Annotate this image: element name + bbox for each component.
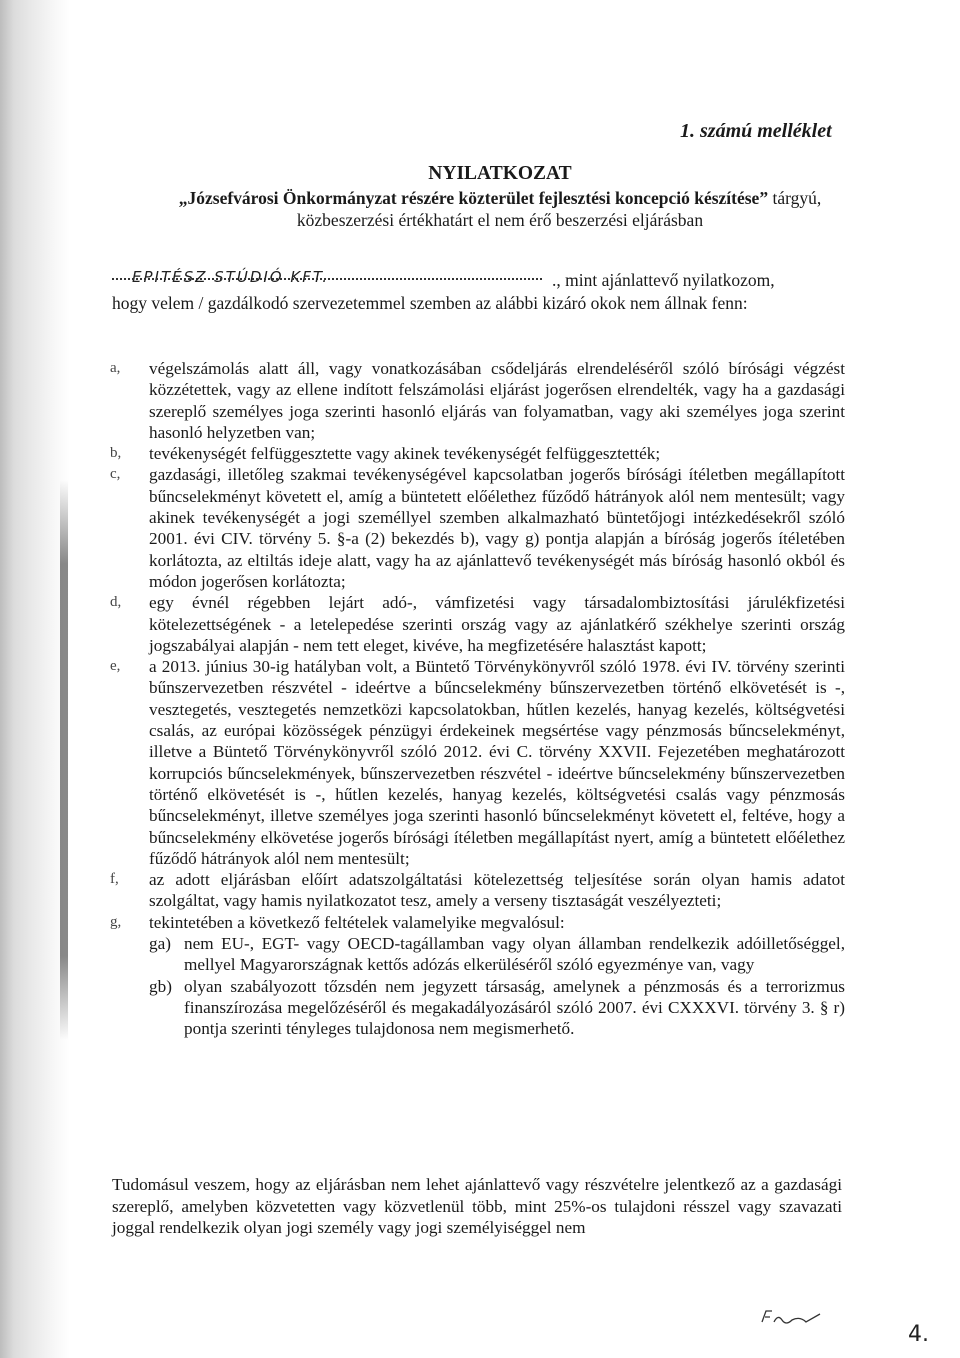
list-item bbox=[110, 592, 845, 656]
sub-item-marker: gb) bbox=[149, 976, 172, 996]
annex-label: 1. számú melléklet bbox=[680, 120, 832, 142]
item-marker: d, bbox=[110, 594, 122, 611]
sub-item-marker: ga) bbox=[149, 934, 171, 954]
item-marker: c, bbox=[110, 466, 121, 483]
sub-list-item bbox=[149, 933, 845, 976]
list-item bbox=[110, 443, 845, 464]
document-title: NYILATKOZAT bbox=[428, 163, 572, 184]
list-item bbox=[110, 869, 845, 912]
item-text: egy évnél régebben lejárt adó-, vámfizetési vagy társadalombiztosítási járulékfizetési kötelezettségének - a letelepedése szerinti ország vagy az ajánlatkérő székhelye szerinti ország jogszabályai alapján - nem tett eleget, kivéve, ha megfizetésére halasztást kapott; bbox=[149, 593, 845, 655]
list-item bbox=[110, 656, 845, 869]
scan-binding-shadow bbox=[60, 480, 68, 1040]
subtitle-procedure: közbeszerzési értékhatárt el nem érő beszerzési eljárásban bbox=[296, 210, 704, 230]
sub-list-item bbox=[149, 976, 845, 1040]
item-text: tevékenységét felfüggesztette vagy akinek tevékenységét felfüggesztették; bbox=[149, 444, 661, 464]
closing-paragraph: Tudomásul veszem, hogy az eljárásban nem lehet ajánlattevő vagy részvételre jelentkező az a gazdasági szereplő, amelyben közvetetten vagy közvetlenül több, mint 25%-os tulajdoni résszel vagy szavazati joggal rendelkezik olyan jogi személy vagy jogi személyiséggel nem bbox=[112, 1175, 842, 1238]
list-item bbox=[110, 912, 845, 1040]
item-text: gazdasági, illetőleg szakmai tevékenységével kapcsolatban jogerős bírósági ítéletben megállapított bűncselekményt követett el, amíg a büntetett előélethez fűződő hátrányok alól nem mentesült; vagy akinek tevékenységét a jogi személlyel szemben alkalmazható büntetőjogi intézkedésekről szóló 2001. évi CIV. törvény 5. §-a (2) bekezdés b), vagy g) pontja alapján a bíróság jogerős ítéletében korlátozta, az eltiltás ideje alatt, vagy ha az ajánlattevő tevékenységét más bíróság hasonló okból és módon jogerősen korlátozta; bbox=[149, 465, 845, 591]
item-marker: e, bbox=[110, 658, 121, 675]
item-text: végelszámolás alatt áll, vagy vonatkozásában csődeljárás elrendeléséről szóló bírósági végzést közzétettek, vagy az ellene indított felszámolási eljárást jogerősen elrendelték, vagy ha a gazdasági szereplő személyes joga szerinti hasonló eljárás van folyamatban, vagy aki személyes joga szerint hasonló helyzetben van; bbox=[149, 359, 845, 442]
list-item bbox=[110, 464, 845, 592]
exclusion-grounds-list bbox=[110, 358, 845, 1040]
item-text: a 2013. június 30-ig hatályban volt, a Büntető Törvénykönyvről szóló 1978. évi IV. törvény szerinti bűnszervezetben részvétel - ideértve a bűncselekmény bűnszervezetben történő elkövetését is -, vesztegetés, vesztegetés nemzetközi kapcsolatokban, hűtlen kezelés, hanyag kezelés, költségvetési csalás, az európai közösségek pénzügyi érdekeinek megsértése vagy pénzmosás bűncselekményt, illetve a Büntető Törvénykönyvről szóló 2012. évi C. törvény XXVII. Fejezetében meghatározott korrupciós bűncselekmények, bűnszervezetben részvétel - ideértve bűncselekmény bűnszervezetben történő elkövetését is -, hűtlen kezelés, hanyag kezelés, költségvetési csalás vagy pénzmosás bűncselekményt, illetve személyes joga szerinti hasonló bűncselekményt követett el, feltéve, hogy a bűncselekmény elkövetése jogerős bírósági ítéletben megállapítást nyert, amíg a büntetett előélethez fűződő hátrányok alól nem mentesült; bbox=[149, 657, 845, 868]
item-marker: f, bbox=[110, 871, 119, 888]
subtitle-rest: tárgyú, bbox=[768, 188, 822, 208]
subtitle-project-name: „Józsefvárosi Önkormányzat részére közterület fejlesztési koncepció készítése” bbox=[178, 188, 769, 208]
fill-in-dotted-line bbox=[112, 278, 542, 280]
page-number: 4. bbox=[908, 1322, 929, 1347]
initials-signature bbox=[760, 1308, 840, 1328]
declaration-line-1: ., mint ajánlattevő nyilatkozom, bbox=[552, 270, 775, 290]
item-marker: a, bbox=[110, 360, 121, 376]
sub-item-text: nem EU-, EGT- vagy OECD-tagállamban vagy olyan államban rendelkezik adóilletőséggel, mellyel Magyarországnak kettős adózás elkerüléséről szóló egyezménye van, vagy bbox=[184, 934, 845, 975]
item-text: az adott eljárásban előírt adatszolgáltatási kötelezettség teljesítése során olyan hamis adatot szolgáltat, vagy hamis nyilatkozatot tesz, amely a verseny tisztaságát veszélyezteti; bbox=[149, 870, 845, 911]
document-subtitle bbox=[140, 187, 860, 231]
declaration-line-2: hogy velem / gazdálkodó szervezetemmel szemben az alábbi kizáró okok nem állnak fenn: bbox=[112, 293, 748, 313]
item-text: tekintetében a következő feltételek valamelyike megvalósul: bbox=[149, 912, 565, 932]
sub-item-text: olyan szabályozott tőzsdén nem jegyzett társaság, amelynek a pénzmosás és a terrorizmus finanszírozása megelőzéséről és megakadályozásáról szóló 2007. évi CXXXVI. törvény 3. § r) pontja szerinti tényleges tulajdonosa nem megismerhető. bbox=[184, 976, 845, 1039]
item-marker: g, bbox=[110, 913, 122, 930]
handwritten-company-name: EPITÉSZ STÚDIÓ KFT. bbox=[132, 268, 329, 286]
item-marker: b, bbox=[110, 445, 122, 462]
list-item bbox=[110, 358, 845, 443]
